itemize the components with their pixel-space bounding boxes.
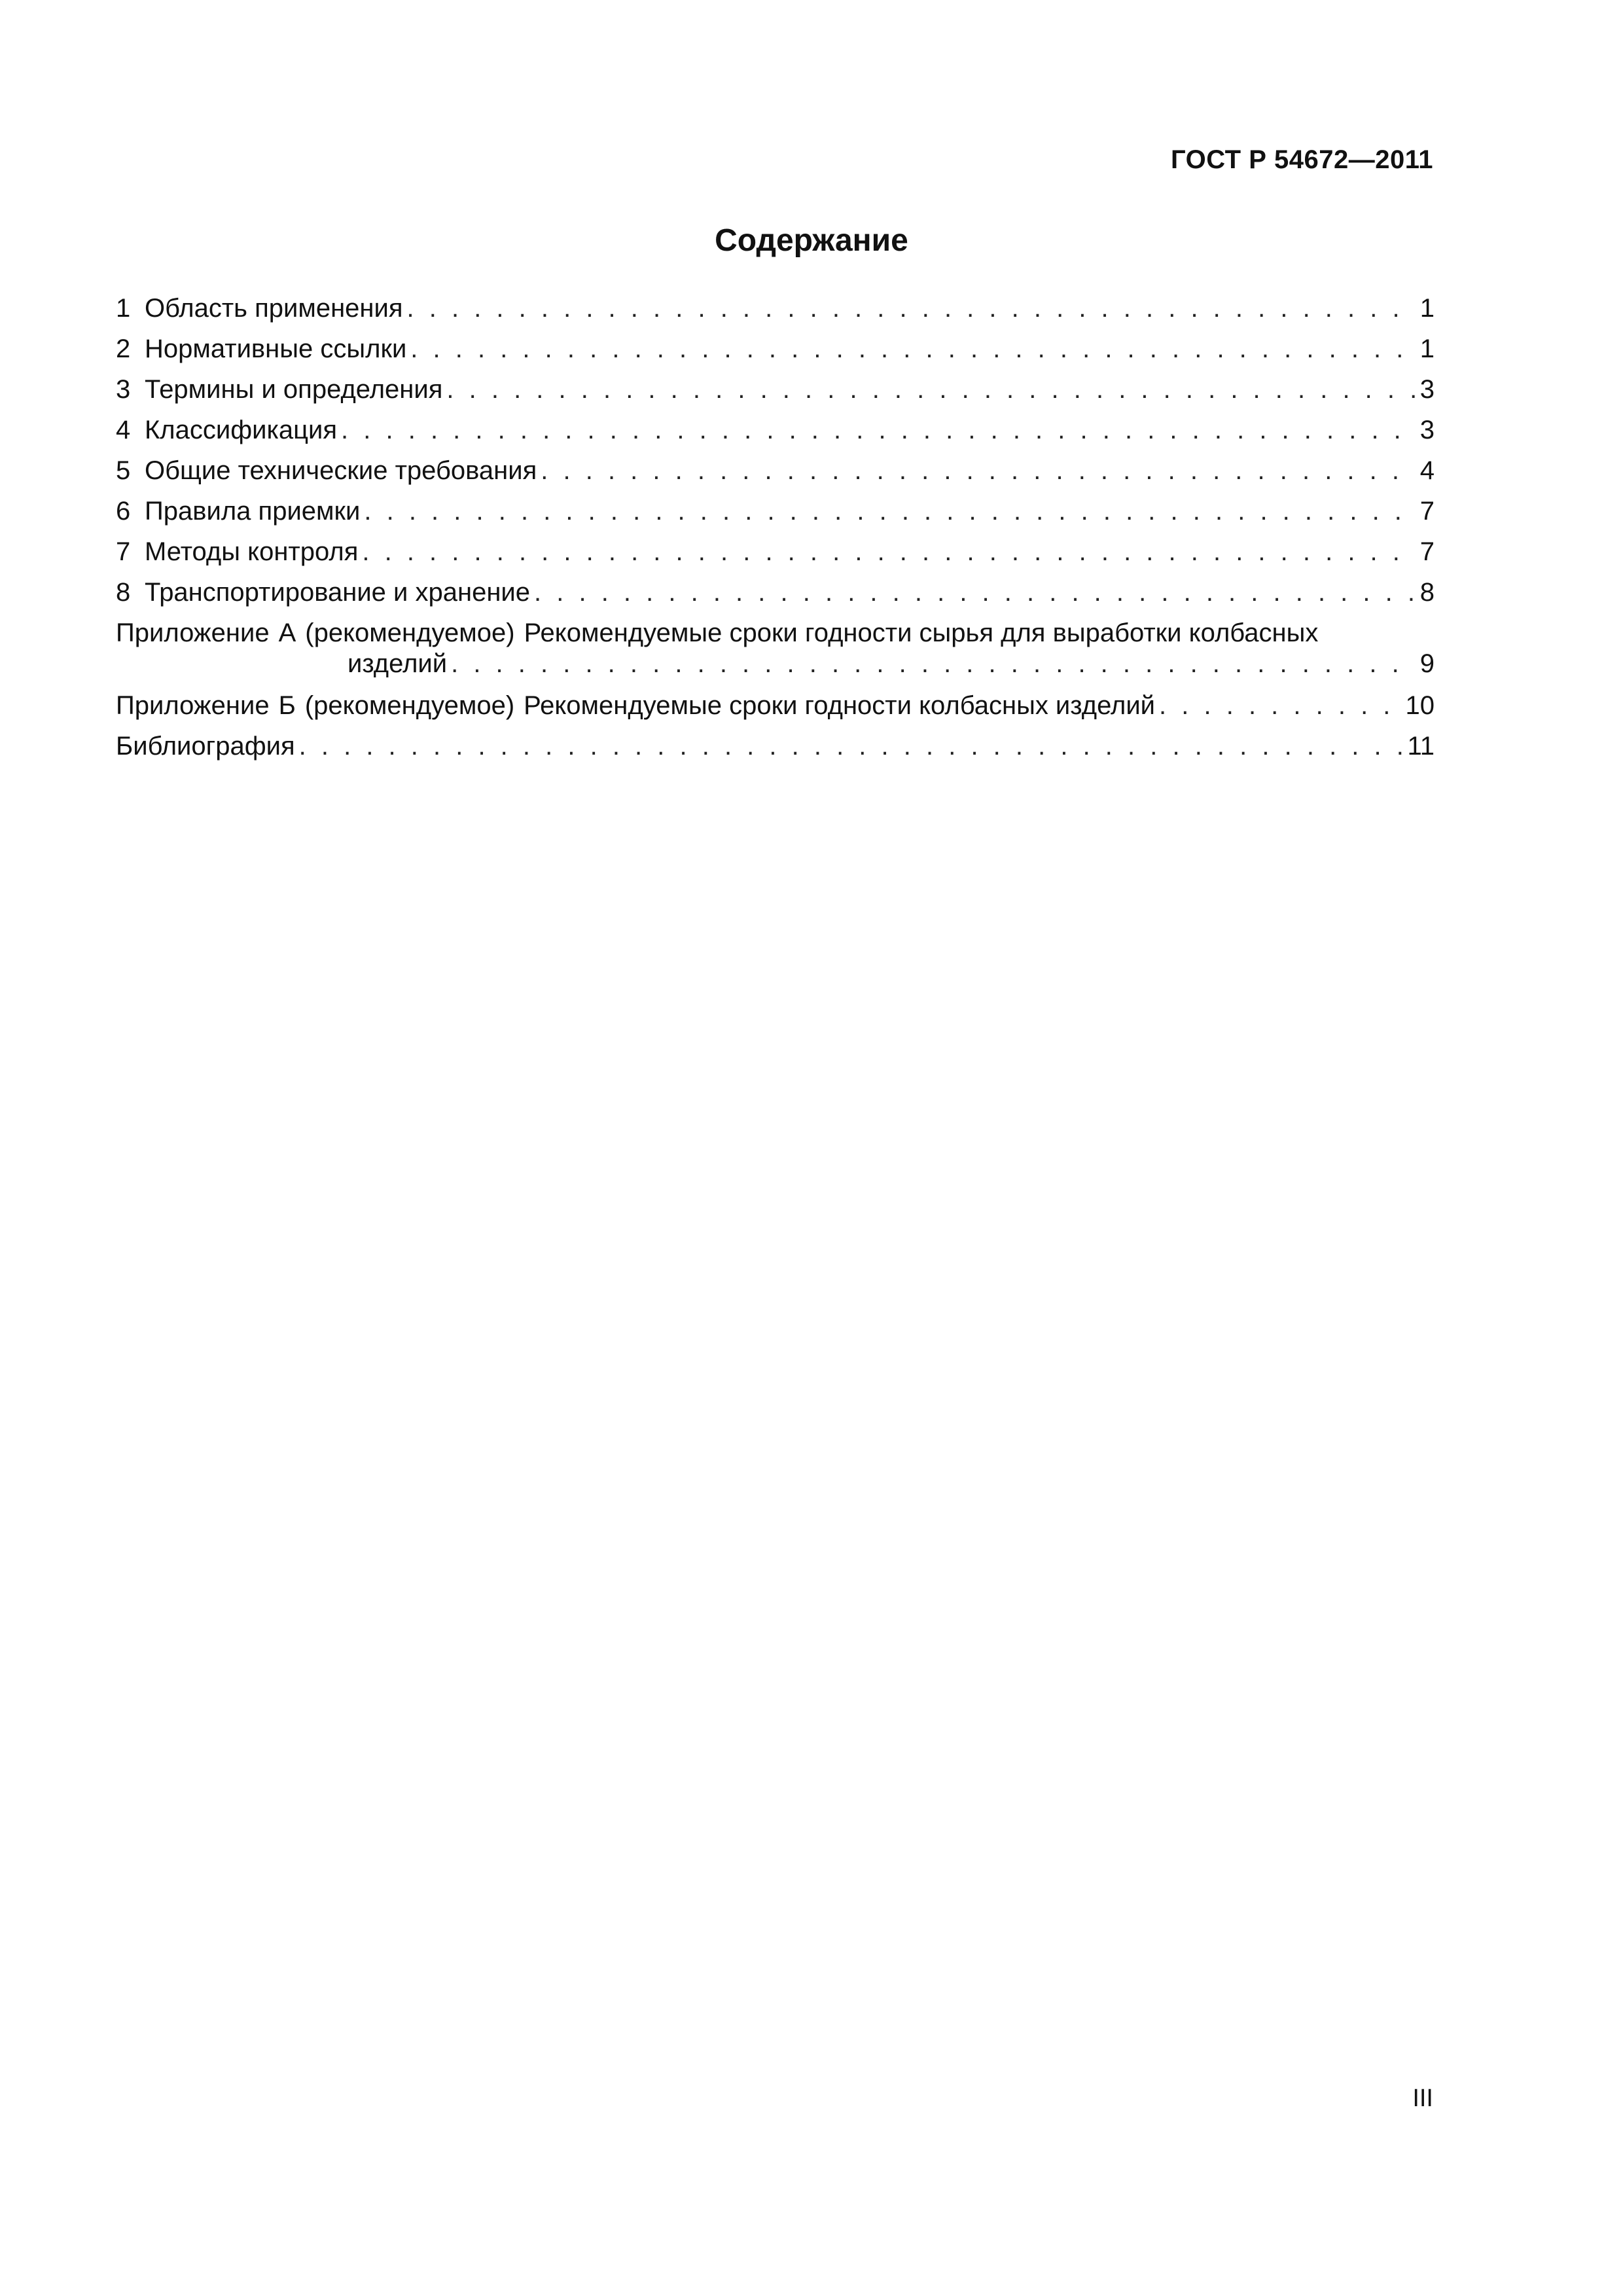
toc-entry-appendix-a[interactable] [116,618,1435,679]
toc-entry-number: 8 [116,578,131,607]
dot-leader [446,374,1416,405]
toc-entry-page: 3 [1419,416,1435,444]
appendix-title-line1: Рекомендуемые сроки годности сырья для выработки колбасных [524,619,1319,647]
toc-entry-label: Классификация [145,416,338,444]
toc-entry-number: 5 [116,456,131,485]
toc-entry-4[interactable] [116,415,1435,456]
appendix-title: Рекомендуемые сроки годности колбасных изделий [524,691,1156,720]
toc-entry-label: Методы контроля [145,537,359,566]
toc-entry-label: Транспортирование и хранение [145,578,531,607]
table-of-contents [116,293,1435,772]
appendix-a-continuation-line [116,649,1435,679]
toc-entry-1[interactable] [116,293,1435,334]
toc-entry-page: 4 [1419,456,1435,485]
document-code: ГОСТ Р 54672—2011 [1171,145,1433,174]
toc-entry-number: 1 [116,294,131,323]
dot-leader [407,293,1416,324]
toc-entry-page: 7 [1419,497,1435,526]
dot-leader [410,334,1416,365]
appendix-letter: Б [278,691,296,720]
toc-entry-page: 3 [1419,375,1435,404]
toc-entry-number: 6 [116,497,131,526]
toc-entry-number: 3 [116,375,131,404]
toc-entry-page: 9 [1419,649,1435,678]
toc-entry-appendix-b[interactable] [116,691,1435,731]
toc-entry-number: 7 [116,537,131,566]
toc-entry-page: 1 [1419,334,1435,363]
dot-leader [1159,691,1401,721]
toc-entry-label: Область применения [145,294,403,323]
appendix-status: (рекомендуемое) [305,619,515,647]
toc-entry-page: 7 [1419,537,1435,566]
toc-entry-bibliography[interactable] [116,731,1435,772]
dot-leader [534,577,1416,608]
dot-leader [541,456,1416,486]
toc-entry-6[interactable] [116,496,1435,537]
toc-entry-label: Общие технические требования [145,456,537,485]
toc-entry-page: 11 [1407,732,1435,761]
appendix-a-heading-line [116,618,1435,649]
appendix-status: (рекомендуемое) [304,691,515,720]
appendix-letter: А [278,619,296,647]
dot-leader [362,537,1416,567]
toc-entry-number: 2 [116,334,131,363]
toc-entry-5[interactable] [116,456,1435,496]
appendix-title-line2: изделий [348,649,448,678]
dot-leader [364,496,1416,527]
toc-entry-label: Библиография [116,732,295,761]
toc-entry-page: 10 [1405,691,1435,720]
dot-leader [299,731,1404,762]
toc-entry-7[interactable] [116,537,1435,577]
toc-entry-number: 4 [116,416,131,444]
toc-entry-8[interactable] [116,577,1435,618]
dot-leader [451,649,1416,679]
appendix-prefix: Приложение [116,691,270,720]
toc-entry-label: Правила приемки [145,497,361,526]
toc-entry-page: 1 [1419,294,1435,323]
page-number: III [1412,2085,1433,2112]
toc-entry-label [116,691,1155,721]
toc-entry-2[interactable] [116,334,1435,374]
toc-entry-page: 8 [1419,578,1435,607]
toc-entry-3[interactable] [116,374,1435,415]
dot-leader [341,415,1416,446]
toc-entry-label: Термины и определения [145,375,443,404]
toc-entry-label: Нормативные ссылки [145,334,407,363]
appendix-prefix: Приложение [116,619,270,647]
toc-title: Содержание [715,223,908,258]
